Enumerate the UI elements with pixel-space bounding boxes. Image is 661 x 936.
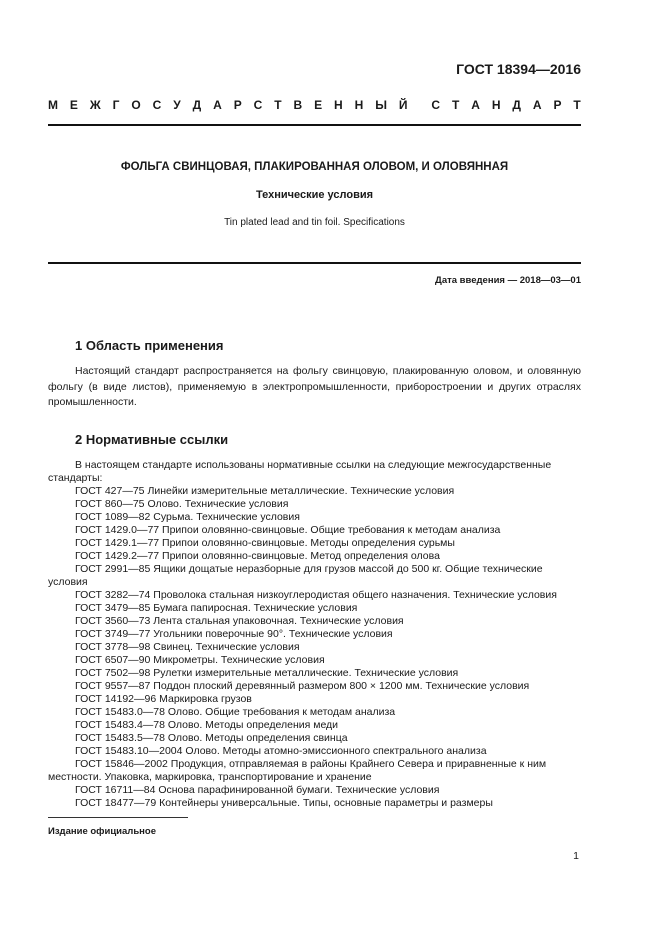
interstate-standard-banner: [48, 98, 581, 112]
section-1-heading: 1 Область применения: [75, 338, 224, 353]
banner-letter: Д: [192, 98, 202, 112]
banner-letter: С: [253, 98, 263, 112]
top-divider: [48, 124, 581, 126]
reference-item: ГОСТ 3282—74 Проволока стальная низкоуглеродистая общего назначения. Технические условия: [75, 589, 557, 601]
introduction-date: Дата введения — 2018—03—01: [435, 275, 581, 286]
banner-letter: А: [471, 98, 480, 112]
reference-item: ГОСТ 3778—98 Свинец. Технические условия: [75, 641, 300, 653]
section-1-text: [48, 364, 581, 411]
reference-item: ГОСТ 427—75 Линейки измерительные металлические. Технические условия: [75, 485, 455, 497]
reference-item: ГОСТ 1429.0—77 Припои оловянно-свинцовые. Общие требования к методам анализа: [75, 524, 501, 536]
banner-letter: Й: [398, 98, 408, 112]
reference-item: ГОСТ 9557—87 Поддон плоский деревянный размером 800 × 1200 мм. Технические условия: [75, 680, 530, 692]
reference-item: ГОСТ 15483.4—78 Олово. Методы определения меди: [75, 719, 339, 731]
section-2-heading: 2 Нормативные ссылки: [75, 432, 229, 447]
reference-item: ГОСТ 2991—85 Ящики дощатые неразборные для грузов массой до 500 кг. Общие технические условия: [48, 563, 543, 588]
reference-item: ГОСТ 3560—73 Лента стальная упаковочная. Технические условия: [75, 615, 404, 627]
edition-label: Издание официальное: [48, 826, 156, 837]
banner-letter: В: [293, 98, 303, 112]
reference-item: ГОСТ 3749—77 Угольники поверочные 90°. Технические условия: [75, 628, 393, 640]
banner-letter: С: [431, 98, 441, 112]
reference-item: ГОСТ 15483.5—78 Олово. Методы определения свинца: [75, 732, 348, 744]
reference-item: ГОСТ 18477—79 Контейнеры универсальные. Типы, основные параметры и размеры: [75, 797, 493, 809]
banner-letter: Т: [573, 98, 581, 112]
reference-item: ГОСТ 7502—98 Рулетки измерительные металлические. Технические условия: [75, 667, 459, 679]
banner-letter: Е: [314, 98, 323, 112]
banner-letter: Р: [233, 98, 242, 112]
banner-letter: Т: [274, 98, 282, 112]
reference-item: ГОСТ 6507—90 Микрометры. Технические условия: [75, 654, 325, 666]
banner-letter: Н: [491, 98, 501, 112]
banner-letter: М: [48, 98, 58, 112]
banner-letter: Д: [512, 98, 521, 112]
banner-letter: О: [131, 98, 141, 112]
reference-item: ГОСТ 860—75 Олово. Технические условия: [75, 498, 289, 510]
banner-letter: У: [173, 98, 181, 112]
reference-item: ГОСТ 14192—96 Маркировка грузов: [75, 693, 252, 705]
reference-item: ГОСТ 15483.10—2004 Олово. Методы атомно-эмиссионного спектрального анализа: [75, 745, 487, 757]
section-1-paragraph: Настоящий стандарт распространяется на фольгу свинцовую, плакированную оловом, и оловянную фольгу (в виде листов), применяемую в электропромышленности, приборостроении и других отраслях промышленности.: [48, 365, 581, 408]
banner-letter: Е: [69, 98, 78, 112]
banner-letter: Н: [334, 98, 343, 112]
banner-letter: А: [532, 98, 542, 112]
reference-item: ГОСТ 3479—85 Бумага папиросная. Технические условия: [75, 602, 358, 614]
banner-letter: А: [213, 98, 222, 112]
document-title: ФОЛЬГА СВИНЦОВАЯ, ПЛАКИРОВАННАЯ ОЛОВОМ, И ОЛОВЯННАЯ: [120, 161, 509, 173]
banner-letter: Т: [451, 98, 460, 112]
document-subtitle: Технические условия: [255, 189, 374, 201]
reference-item: ГОСТ 1429.2—77 Припои оловянно-свинцовые. Метод определения олова: [75, 550, 440, 562]
reference-item: ГОСТ 15483.0—78 Олово. Общие требования к методам анализа: [75, 706, 396, 718]
banner-letter: Н: [354, 98, 364, 112]
banner-letter: Р: [553, 98, 562, 112]
title-divider: [48, 262, 581, 264]
page-number: 1: [573, 850, 579, 862]
footer-divider: [48, 817, 188, 818]
normative-references: [48, 459, 581, 810]
banner-letter: Ж: [89, 98, 101, 112]
reference-item: ГОСТ 1089—82 Сурьма. Технические условия: [75, 511, 300, 523]
reference-item: ГОСТ 1429.1—77 Припои оловянно-свинцовые. Методы определения сурьмы: [75, 537, 455, 549]
banner-letter: С: [152, 98, 162, 112]
gost-number: ГОСТ 18394—2016: [456, 61, 581, 77]
reference-item: ГОСТ 15846—2002 Продукция, отправляемая в районы Крайнего Севера и приравненные к ним местности. Упаковка, маркировка, транспортирование и хранение: [48, 758, 547, 783]
english-title: Tin plated lead and tin foil. Specifications: [224, 217, 405, 228]
banner-letter: Ы: [375, 98, 387, 112]
banner-letter: Г: [112, 98, 120, 112]
references-intro: В настоящем стандарте использованы нормативные ссылки на следующие межгосударственные стандарты:: [48, 459, 552, 484]
reference-item: ГОСТ 16711—84 Основа парафинированной бумаги. Технические условия: [75, 784, 440, 796]
